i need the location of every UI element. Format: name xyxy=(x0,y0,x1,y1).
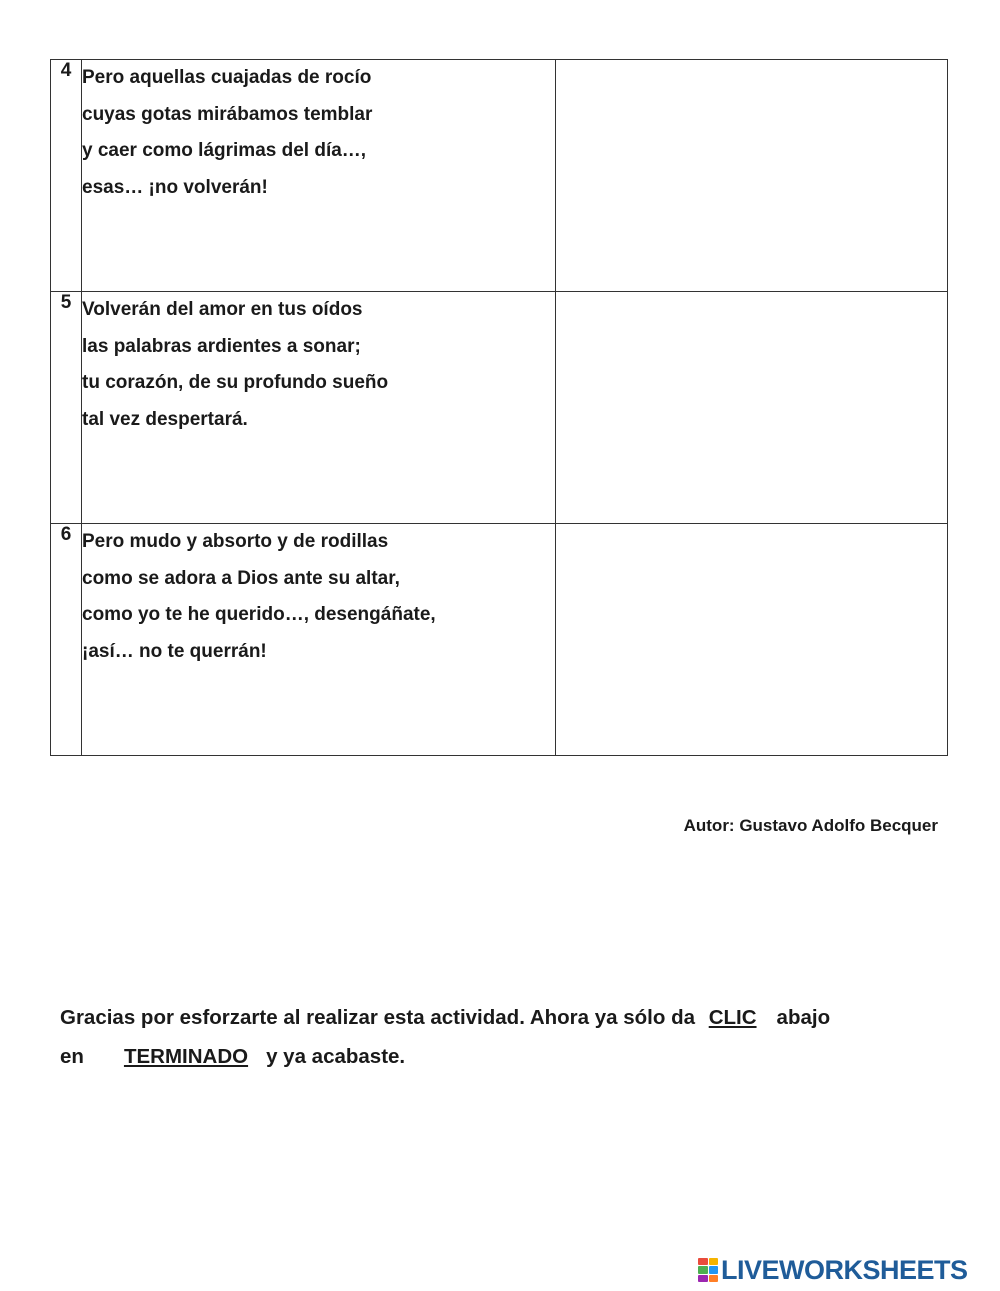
poem-table xyxy=(50,59,948,756)
closing-text: Gracias por esforzarte al realizar esta actividad. Ahora ya sólo da xyxy=(60,1006,696,1029)
terminado-blank: TERMINADO xyxy=(123,1045,249,1068)
verse-line: tal vez despertará. xyxy=(82,408,248,430)
author-credit: Autor: Gustavo Adolfo Becquer xyxy=(683,816,938,835)
verse-line: Volverán del amor en tus oídos xyxy=(82,299,363,320)
verse-cell xyxy=(82,524,556,756)
row-number: 5 xyxy=(51,292,82,524)
logo-icon xyxy=(698,1258,718,1282)
closing-instructions xyxy=(60,998,940,1076)
verse-line: como yo te he querido…, desengáñate, xyxy=(82,604,436,625)
table-row xyxy=(51,292,948,524)
answer-input-row-4[interactable] xyxy=(556,60,947,291)
table-row xyxy=(51,524,948,756)
answer-cell[interactable] xyxy=(556,60,948,292)
verse-line: cuyas gotas mirábamos temblar xyxy=(82,103,373,125)
verse-line: tu corazón, de su profundo sueño xyxy=(82,372,389,393)
verse-line: y caer como lágrimas del día…, xyxy=(82,140,367,161)
verse-cell xyxy=(82,292,556,524)
closing-text: abajo xyxy=(776,1006,831,1029)
answer-cell[interactable] xyxy=(556,524,948,756)
row-number: 4 xyxy=(51,60,82,292)
liveworksheets-logo xyxy=(698,1256,968,1284)
answer-cell[interactable] xyxy=(556,292,948,524)
verse-line: esas… ¡no volverán! xyxy=(82,176,268,198)
row-number: 6 xyxy=(51,524,82,756)
table-row xyxy=(51,60,948,292)
verse-line: Pero aquellas cuajadas de rocío xyxy=(82,67,372,88)
verse-line: como se adora a Dios ante su altar, xyxy=(82,567,400,589)
verse-cell xyxy=(82,60,556,292)
clic-blank: CLIC xyxy=(708,1006,757,1029)
answer-input-row-6[interactable] xyxy=(556,524,947,755)
logo-text: LIVEWORKSHEETS xyxy=(721,1254,968,1285)
closing-text: y ya acabaste. xyxy=(266,1045,406,1068)
verse-line: ¡así… no te querrán! xyxy=(82,640,267,662)
verse-line: las palabras ardientes a sonar; xyxy=(82,335,361,357)
verse-line: Pero mudo y absorto y de rodillas xyxy=(82,531,389,552)
answer-input-row-5[interactable] xyxy=(556,292,947,523)
closing-text: en xyxy=(60,1045,84,1068)
